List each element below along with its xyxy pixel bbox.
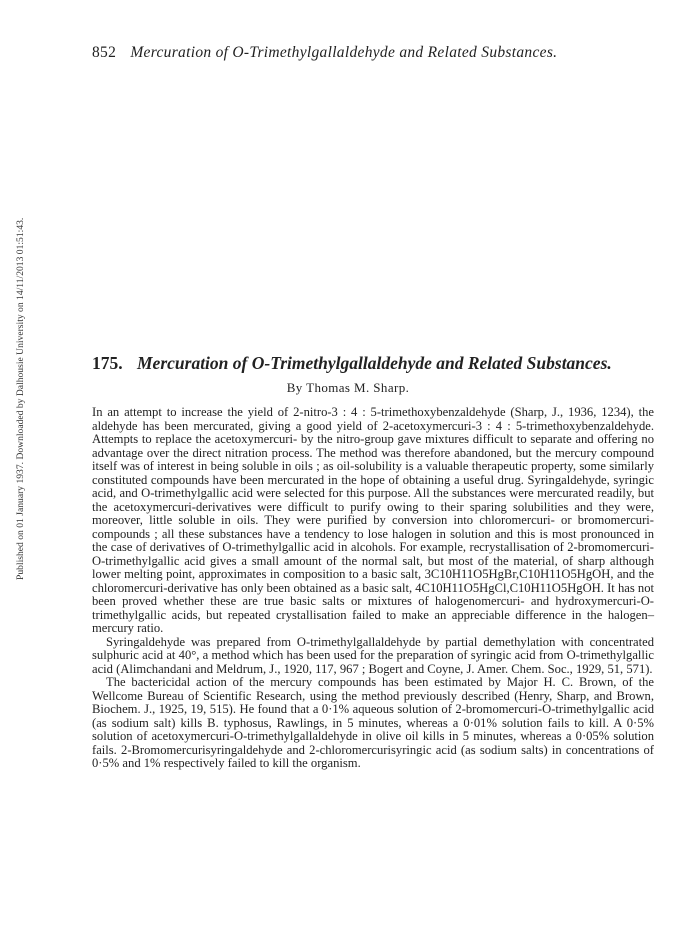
author-byline: By Thomas M. Sharp.: [286, 380, 410, 395]
article-title-text: Mercuration of O-Trimethylgallaldehyde and Related Substances.: [137, 353, 612, 373]
paragraph-2: Syringaldehyde was prepared from O-trimethylgallaldehyde by partial demethylation with concentrated sulphuric acid at 40°, a method which has been used for the preparation of syringic acid from O-trimethylgallic acid (Alimchandani and Meldrum, J., 1920, 117, 967 ; Bogert and Coyne, J. Amer. Chem. Soc., 1929, 51, 571).: [92, 634, 654, 676]
running-title: Mercuration of O-Trimethylgallaldehyde and Related Substances.: [130, 44, 558, 61]
article-body: [92, 406, 654, 771]
download-watermark-text: Published on 01 January 1937. Downloaded by Dalhousie University on 14/11/2013 01:51:43.: [15, 217, 26, 580]
paragraph-1: In an attempt to increase the yield of 2-nitro-3 : 4 : 5-trimethoxybenzaldehyde (Sharp, J., 1936, 1234), the aldehyde has been mercurated, giving a good yield of 2-acetoxymercuri-3 : 4 : 5-trimethoxybenzaldehyde. Attempts to replace the acetoxymercuri- by the nitro-group gave mixtures difficult to separate and offering no advantage over the direct nitration process. The method was therefore abandoned, but the mercury compound itself was of interest in being soluble in oils ; as oil-solubility is a valuable therapeutic property, some similarly constituted compounds have been mercurated in the hope of obtaining a useful drug. Syringaldehyde, syringic acid, and O-trimethylgallic acid were selected for this purpose. All the substances were mercurated readily, but the acetoxymercuri-derivatives were difficult to purify owing to their sparing solubilities and they were, moreover, little soluble in oils. They were purified by conversion into chloromercuri- or bromomercuri-compounds ; all these substances have a tendency to lose halogen in solution and this is most pronounced in the case of derivatives of O-trimethylgallic acid in alcohols. For example, recrystallisation of 2-bromomercuri-O-trimethylgallic acid gives a small amount of the normal salt, but most of the material, of sharp although lower melting point, approximates in composition to a basic salt, 3C10H11O5HgBr,C10H11O5HgOH, and the chloromercuri-derivative has only been obtained as a basic salt, 4C10H11O5HgCl,C10H11O5HgOH. It has not been proved whether these are true basic salts or mixtures of halogenomercuri- and hydroxymercuri-O-trimethylgallic acids, but repeated crystallisation failed to make an appreciable difference in the halogen–mercury ratio.: [92, 405, 654, 635]
download-watermark: [3, 160, 26, 580]
page-number: 852: [92, 44, 117, 61]
article-number: 175.: [92, 353, 123, 373]
running-header: [92, 44, 612, 62]
paragraph-3: The bactericidal action of the mercury compounds has been estimated by Major H. C. Brown, of the Wellcome Bureau of Scientific Research, using the method previously described (Henry, Sharp, and Brown, Biochem. J., 1925, 19, 515). He found that a 0·1% aqueous solution of 2-bromomercuri-O-trimethylgallic acid (as sodium salt) kills B. typhosus, Rawlings, in 5 minutes, whereas a 0·01% solution fails to kill. A 0·5% solution of acetoxymercuri-O-trimethylgallaldehyde in olive oil kills in 5 minutes, whereas a 0·05% solution fails. 2-Bromomercurisyringaldehyde and 2-chloromercurisyringic acid (as sodium salts) in concentrations of 0·5% and 1% respectively failed to kill the organism.: [92, 675, 654, 770]
article-title: [92, 353, 652, 374]
